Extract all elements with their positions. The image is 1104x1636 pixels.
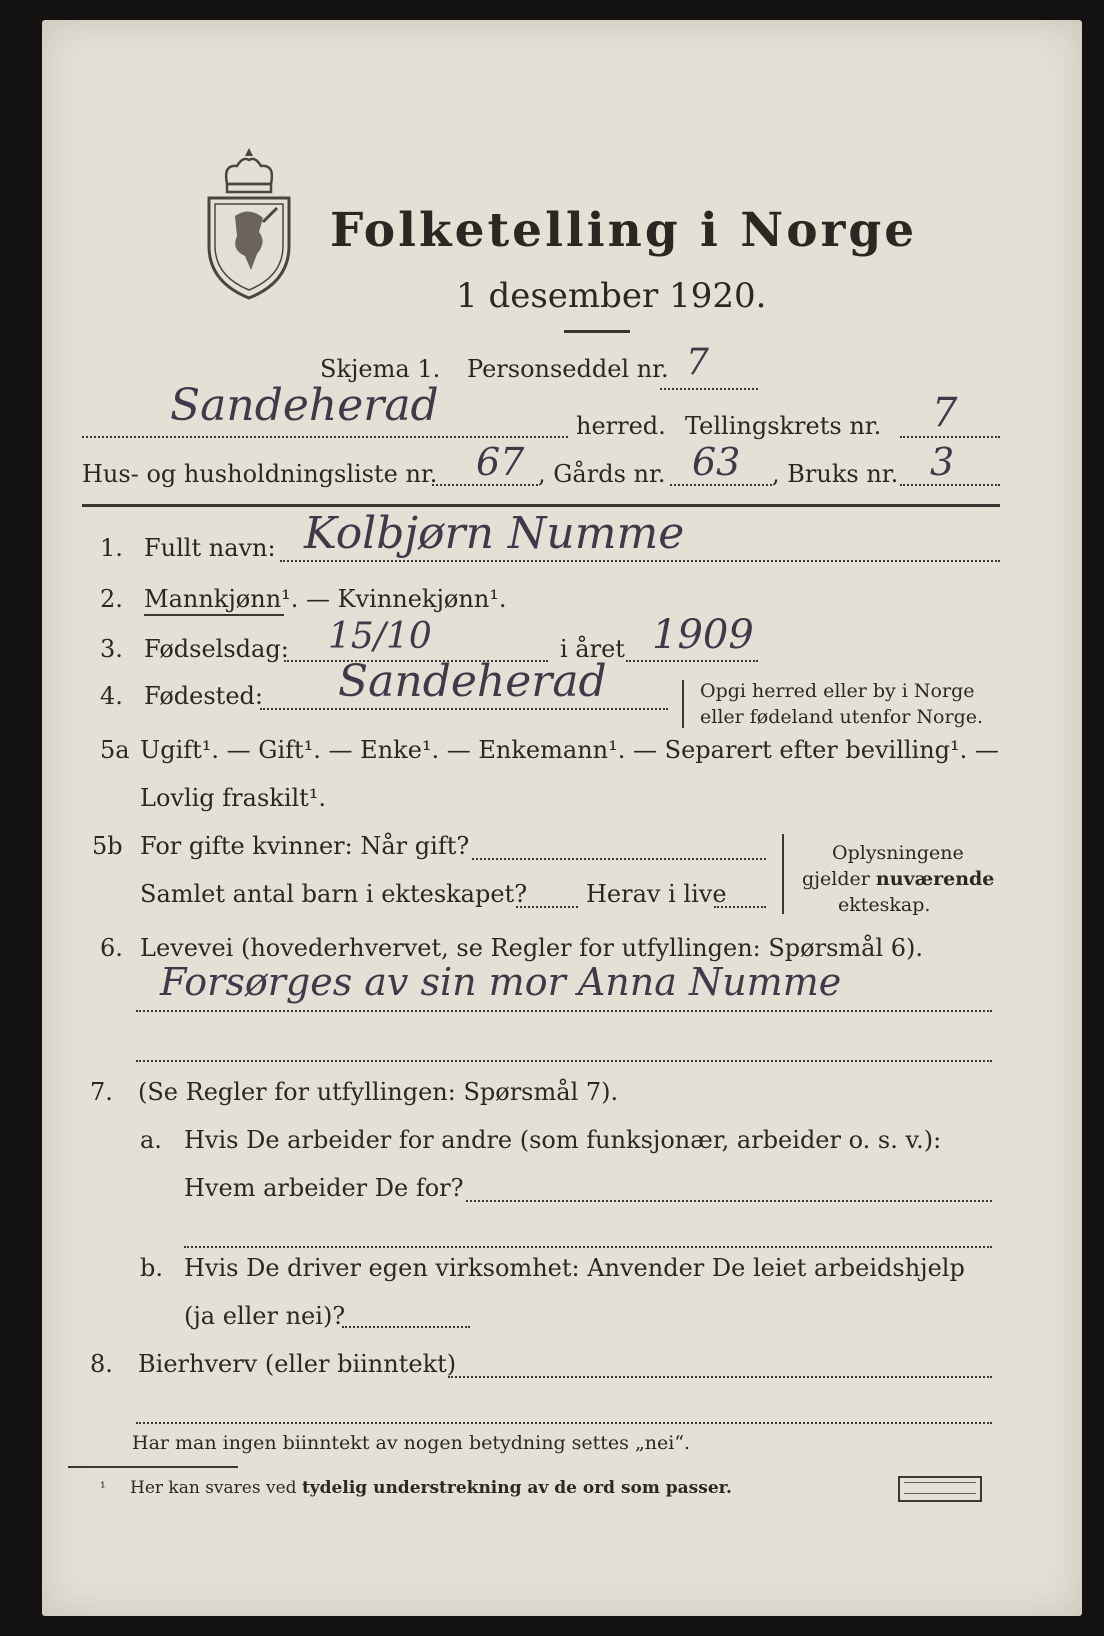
full-name-value: Kolbjørn Numme bbox=[304, 508, 685, 559]
personseddel-label: Personseddel nr. bbox=[467, 355, 669, 383]
q3-label: Fødselsdag: bbox=[144, 635, 289, 663]
year-label: i året bbox=[560, 635, 625, 663]
q5b-note-1: Oplysningene bbox=[832, 842, 964, 864]
q1-label: Fullt navn: bbox=[144, 534, 276, 562]
q4-note-1: Opgi herred eller by i Norge bbox=[700, 680, 975, 702]
tellingskrets-value: 7 bbox=[932, 390, 958, 436]
q4-line bbox=[260, 708, 668, 710]
hus-line bbox=[432, 484, 538, 486]
side-income-line-2 bbox=[136, 1422, 992, 1424]
employer-line-2 bbox=[184, 1246, 992, 1248]
q7b-line-1: Hvis De driver egen virksomhet: Anvender De leiet arbeidshjelp bbox=[184, 1254, 965, 1282]
q4-brace bbox=[682, 680, 684, 728]
gards-line bbox=[670, 484, 772, 486]
herred-label: herred. bbox=[576, 412, 666, 440]
income-note: Har man ingen biinntekt av nogen betydning settes „nei“. bbox=[132, 1432, 691, 1454]
census-form-page bbox=[42, 20, 1082, 1616]
employer-line bbox=[466, 1200, 992, 1202]
q5b-note-3: ekteskap. bbox=[838, 894, 931, 916]
bruks-label: , Bruks nr. bbox=[772, 460, 899, 488]
header-divider bbox=[82, 504, 1000, 507]
gender-underline bbox=[144, 614, 284, 616]
q8-label: Bierhverv (eller biinntekt) bbox=[138, 1350, 457, 1378]
gender-options: Mannkjønn¹. — Kvinnekjønn¹. bbox=[144, 585, 507, 613]
q6-number: 6. bbox=[100, 934, 123, 962]
gards-value: 63 bbox=[692, 440, 741, 484]
tellingskrets-label: Tellingskrets nr. bbox=[685, 412, 882, 440]
q7b-letter: b. bbox=[140, 1254, 163, 1282]
q7b-line-2: (ja eller nei)? bbox=[184, 1302, 346, 1330]
census-date: 1 desember 1920. bbox=[456, 276, 767, 316]
gards-label: , Gårds nr. bbox=[538, 460, 666, 488]
birthplace-value: Sandeherad bbox=[338, 656, 607, 707]
q5b-line-1: For gifte kvinner: Når gift? bbox=[140, 832, 470, 860]
footnote-text: Her kan svares ved tydelig understrekning av de ord som passer. bbox=[130, 1478, 732, 1498]
q5b-alive-label: Herav i live bbox=[586, 880, 727, 908]
norwegian-coat-of-arms-icon bbox=[205, 146, 293, 302]
birth-year-value: 1909 bbox=[652, 612, 754, 658]
occupation-value: Forsørges av sin mor Anna Numme bbox=[160, 960, 842, 1004]
personseddel-value: 7 bbox=[686, 342, 709, 383]
bruks-value: 3 bbox=[930, 440, 955, 484]
skjema-label: Skjema 1. bbox=[320, 355, 441, 383]
footnote-mark: ¹ bbox=[100, 1480, 106, 1496]
q7-label: (Se Regler for utfyllingen: Spørsmål 7). bbox=[138, 1078, 619, 1106]
q7a-line-1: Hvis De arbeider for andre (som funksjonær, arbeider o. s. v.): bbox=[184, 1126, 942, 1154]
q5b-children-label: Samlet antal barn i ekteskapet? bbox=[140, 880, 528, 908]
herred-value: Sandeherad bbox=[170, 380, 439, 431]
q8-number: 8. bbox=[90, 1350, 113, 1378]
herred-line bbox=[82, 436, 568, 438]
q1-line bbox=[280, 560, 1000, 562]
bruks-line bbox=[900, 484, 1000, 486]
q5b-note-2: gjelder nuværende bbox=[802, 868, 995, 890]
q6-label: Levevei (hovederhvervet, se Regler for utfyllingen: Spørsmål 6). bbox=[140, 934, 924, 962]
q3-number: 3. bbox=[100, 635, 123, 663]
q4-label: Fødested: bbox=[144, 682, 263, 710]
marital-options-cont: Lovlig fraskilt¹. bbox=[140, 784, 327, 812]
page-title: Folketelling i Norge bbox=[330, 203, 918, 258]
q7a-line-2: Hvem arbeider De for? bbox=[184, 1174, 464, 1202]
q2-number: 2. bbox=[100, 585, 123, 613]
footnote-divider bbox=[68, 1466, 238, 1468]
occupation-line-2 bbox=[136, 1060, 992, 1062]
hired-help-line bbox=[342, 1326, 470, 1328]
hus-label: Hus- og husholdningsliste nr. bbox=[82, 460, 438, 488]
side-income-line bbox=[448, 1376, 992, 1378]
birthdate-value: 15/10 bbox=[328, 616, 432, 657]
alive-line bbox=[714, 906, 766, 908]
q4-number: 4. bbox=[100, 682, 123, 710]
q4-note-2: eller fødeland utenfor Norge. bbox=[700, 706, 984, 728]
children-line bbox=[516, 906, 578, 908]
q7-number: 7. bbox=[90, 1078, 113, 1106]
hus-value: 67 bbox=[476, 440, 525, 484]
title-divider bbox=[564, 330, 630, 333]
occupation-line-1 bbox=[136, 1010, 992, 1012]
q5b-brace bbox=[782, 834, 784, 914]
personseddel-line bbox=[660, 388, 758, 390]
q5a-number: 5a bbox=[100, 736, 130, 764]
printer-stamp bbox=[898, 1476, 982, 1502]
q7a-letter: a. bbox=[140, 1126, 162, 1154]
marital-options: Ugift¹. — Gift¹. — Enke¹. — Enkemann¹. — Separert efter bevilling¹. — bbox=[140, 736, 999, 764]
married-when-line bbox=[472, 858, 766, 860]
year-line bbox=[626, 660, 758, 662]
q5b-number: 5b bbox=[92, 832, 123, 860]
tellingskrets-line bbox=[900, 436, 1000, 438]
q1-number: 1. bbox=[100, 534, 123, 562]
